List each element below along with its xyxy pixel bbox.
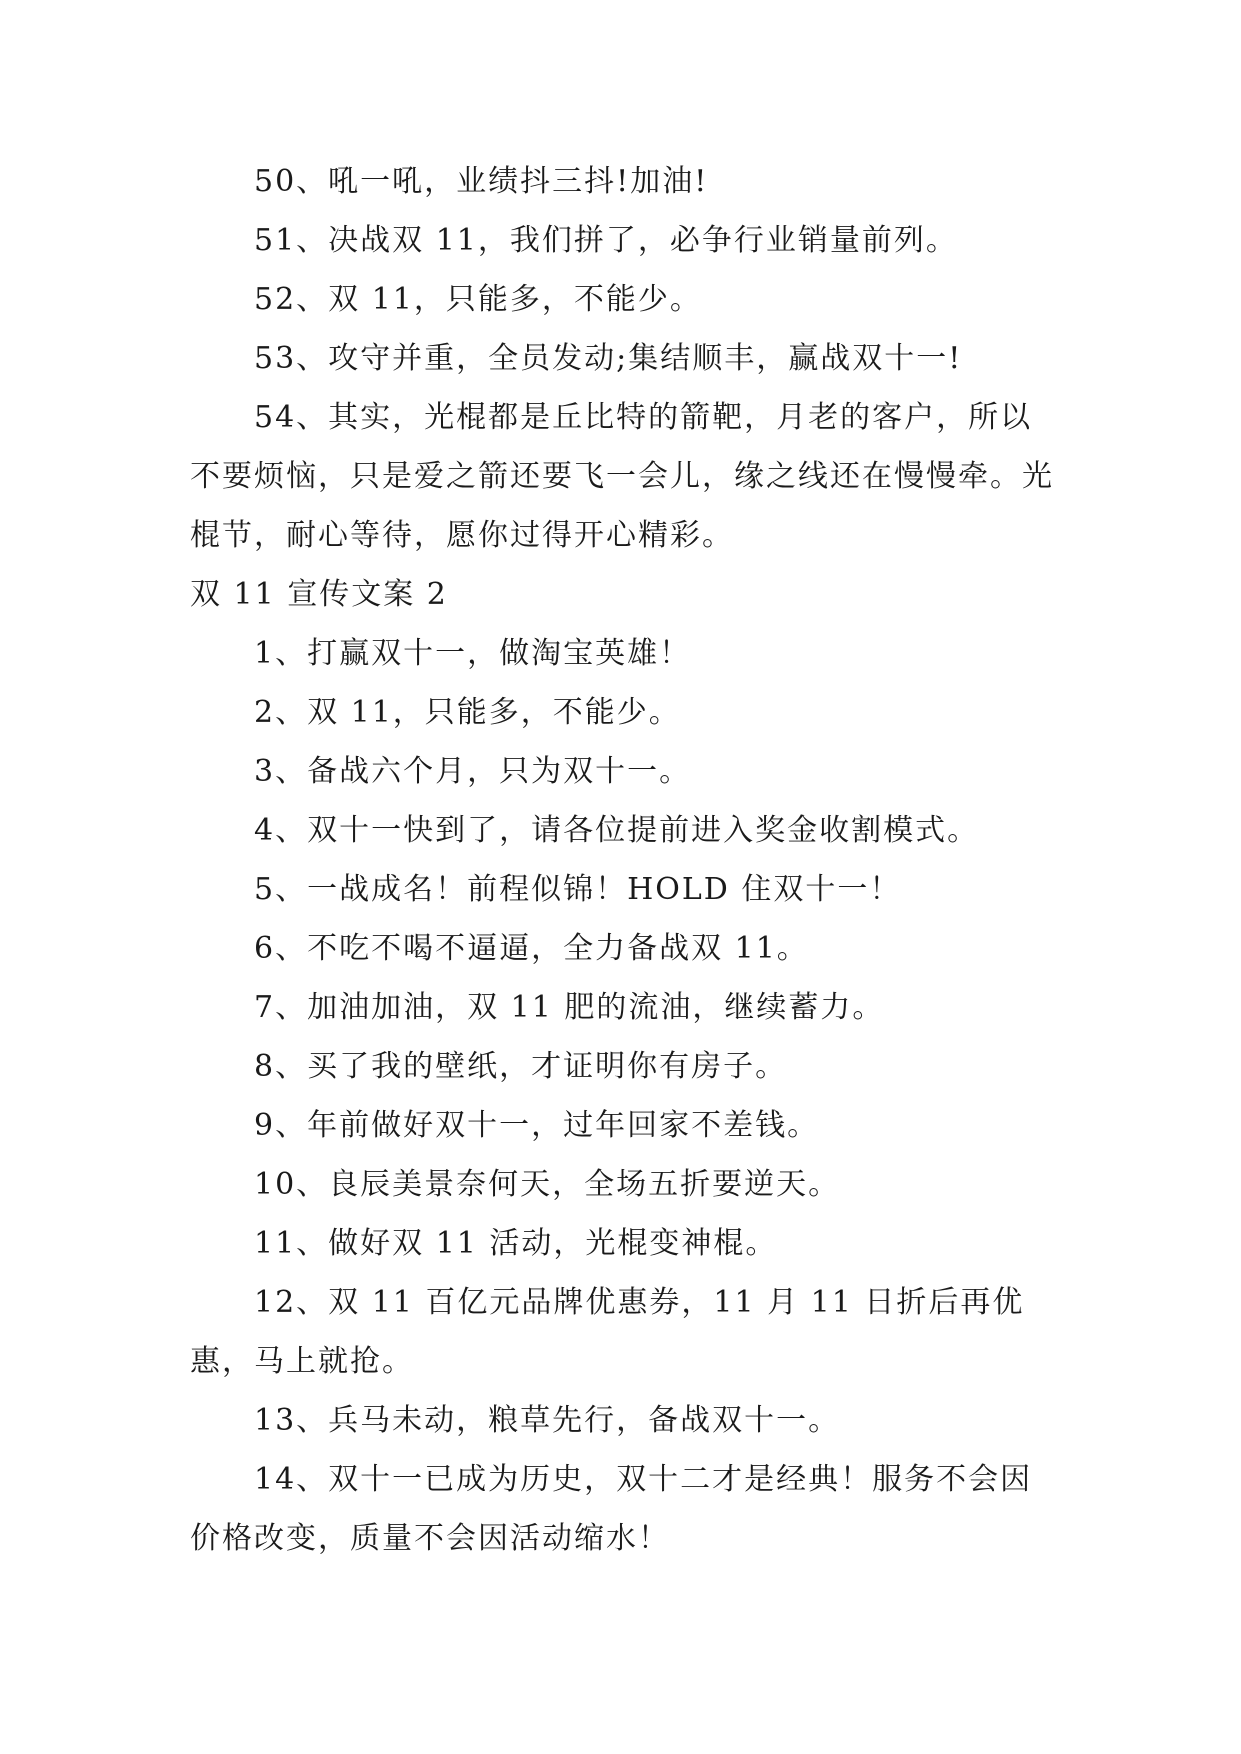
- slogan-2: 2、双 11，只能多，不能少。: [254, 695, 681, 730]
- document-body: [190, 152, 1060, 1568]
- slogan-9: 9、年前做好双十一，过年回家不差钱。: [254, 1108, 820, 1143]
- section-title: 双 11 宣传文案 2: [190, 577, 448, 612]
- slogan-54: 54、其实，光棍都是丘比特的箭靶，月老的客户，所以不要烦恼，只是爱之箭还要飞一会儿，缘之线还在慢慢牵。光棍节，耐心等待，愿你过得开心精彩。: [190, 400, 1054, 553]
- slogan-8: 8、买了我的壁纸，才证明你有房子。: [254, 1049, 788, 1084]
- slogan-14: 14、双十一已成为历史，双十二才是经典！服务不会因价格改变，质量不会因活动缩水！: [190, 1462, 1033, 1556]
- slogan-4: 4、双十一快到了，请各位提前进入奖金收割模式。: [254, 813, 980, 848]
- slogan-50: 50、吼一吼，业绩抖三抖!加油!: [254, 164, 709, 199]
- slogan-12: 12、双 11 百亿元品牌优惠券，11 月 11 日折后再优惠，马上就抢。: [190, 1285, 1025, 1379]
- slogan-11: 11、做好双 11 活动，光棍变神棍。: [254, 1226, 778, 1261]
- slogan-51: 51、决战双 11，我们拼了，必争行业销量前列。: [254, 223, 958, 258]
- slogan-52: 52、双 11，只能多，不能少。: [254, 282, 702, 317]
- slogan-10: 10、良辰美景奈何天，全场五折要逆天。: [254, 1167, 841, 1202]
- slogan-3: 3、备战六个月，只为双十一。: [254, 754, 692, 789]
- slogan-53: 53、攻守并重，全员发动;集结顺丰，赢战双十一!: [254, 341, 963, 376]
- slogan-5: 5、一战成名！前程似锦！HOLD 住双十一！: [254, 872, 902, 907]
- slogan-13: 13、兵马未动，粮草先行，备战双十一。: [254, 1403, 841, 1438]
- slogan-6: 6、不吃不喝不逼逼，全力备战双 11。: [254, 931, 809, 966]
- slogan-7: 7、加油加油，双 11 肥的流油，继续蓄力。: [254, 990, 885, 1025]
- slogan-1: 1、打赢双十一，做淘宝英雄！: [254, 636, 692, 671]
